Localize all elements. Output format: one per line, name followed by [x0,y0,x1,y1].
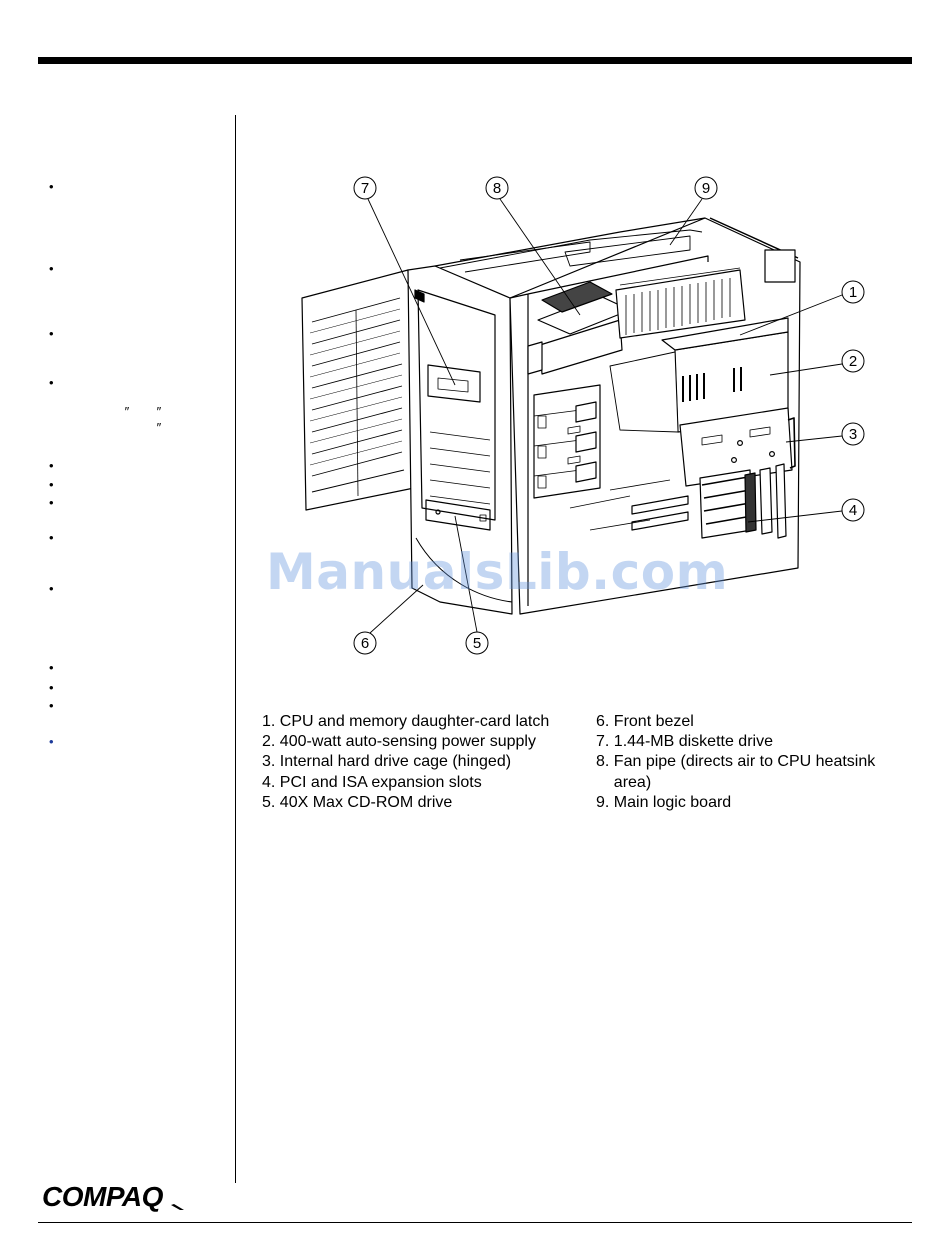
callout-4-label: 4 [848,502,858,519]
legend-text: Front bezel [613,713,694,730]
legend-item [596,752,902,792]
callout-7-label: 7 [360,180,370,197]
sidebar-bullet: • [49,495,54,510]
legend-number: 5. [262,793,276,811]
legend-item [596,712,902,732]
inch-mark: ″ [124,404,129,419]
inch-mark: ″ [156,420,161,435]
legend-text: Main logic board [613,793,732,811]
legend-text: Fan pipe (directs air to CPU heatsink area) [613,753,876,791]
legend-number: 7. [596,733,610,751]
callout-3-label: 3 [848,426,858,443]
watermark: ManualsLib.com [266,543,729,601]
sidebar-bullet: • [49,680,54,695]
legend-number: 4. [262,773,276,791]
sidebar-bullet: • [49,179,54,194]
legend-item [262,712,582,732]
compaq-logo [40,1180,190,1214]
legend-text: 1.44-MB diskette drive [613,733,773,751]
legend-text: PCI and ISA expansion slots [279,773,482,791]
top-rule [38,57,912,64]
legend-number: 8. [596,753,610,771]
legend-column-left [262,712,582,813]
callout-2-label: 2 [848,353,858,370]
legend-text: CPU and memory daughter-card latch [279,713,550,730]
bottom-rule [38,1222,912,1223]
legend-number: 9. [596,793,610,811]
legend-item [596,793,902,813]
legend-number: 6. [596,713,610,730]
legend-text: Internal hard drive cage (hinged) [279,753,512,771]
legend-number: 1. [262,713,276,730]
legend-item [262,793,582,813]
callout-9-label: 9 [701,180,711,197]
sidebar-bullet: • [49,734,54,749]
legend-number: 2. [262,733,276,751]
sidebar-bullet: • [49,477,54,492]
sidebar-bullet: • [49,698,54,713]
legend-item [262,732,582,752]
callout-8-label: 8 [492,180,502,197]
sidebar-bullet: • [49,375,54,390]
callout-5-label: 5 [472,635,482,652]
legend-item [262,773,582,793]
sidebar-bullet: • [49,660,54,675]
sidebar-bullet: • [49,326,54,341]
logo-text: COMPAQ [42,1181,163,1212]
callout-1-label: 1 [848,284,858,301]
legend-column-right [596,712,902,813]
sidebar-divider [235,115,236,1183]
legend-text: 400-watt auto-sensing power supply [279,733,536,751]
sidebar-bullet: • [49,530,54,545]
drive-bays [534,385,600,498]
legend-item [262,752,582,772]
legend-number: 3. [262,753,276,771]
sidebar-bullet: • [49,261,54,276]
legend-text: 40X Max CD-ROM drive [279,793,453,811]
sidebar-bullet: • [49,581,54,596]
inch-mark: ″ [156,404,161,419]
callout-6-label: 6 [360,635,370,652]
chassis-illustration [290,170,910,660]
sidebar-bullet: • [49,458,54,473]
legend-item [596,732,902,752]
front-door-panel [302,270,414,510]
